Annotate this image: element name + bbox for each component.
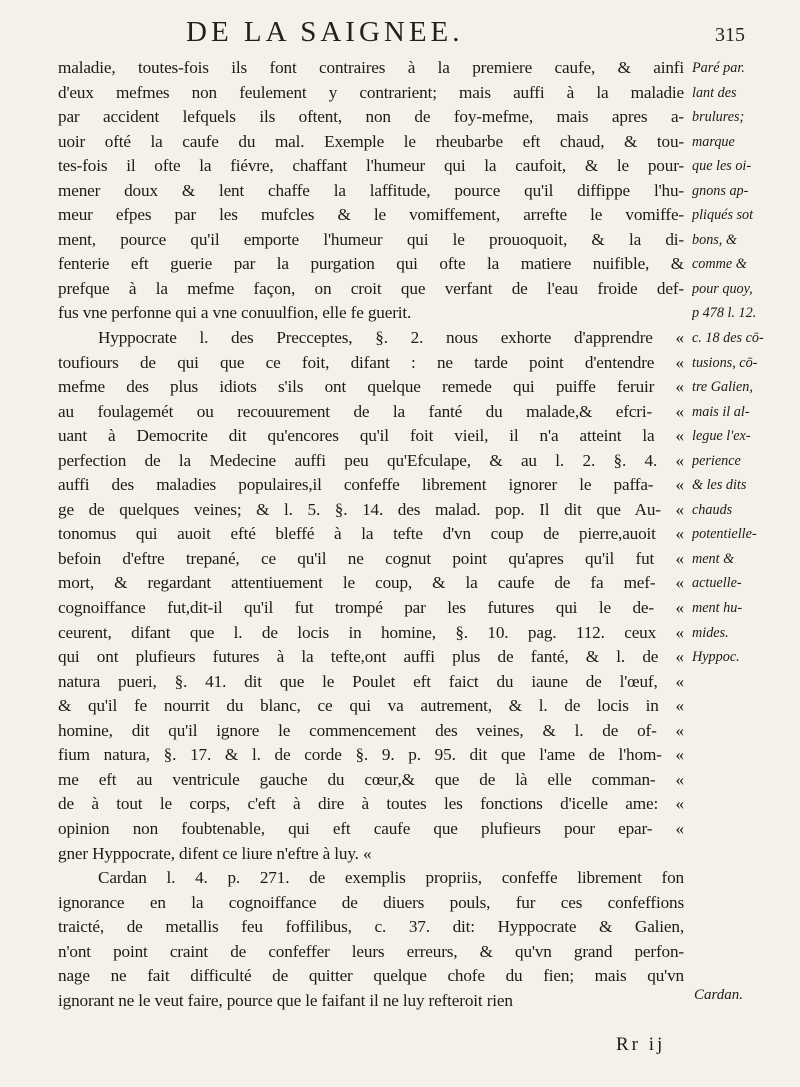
margin-note-line: Hyppoc. [692, 649, 740, 666]
text-line: Hyppocrate l. des Precceptes, §. 2. nous exhorte d'apprendre « [98, 328, 684, 348]
text-line: n'ont point craint de confeffer leurs erreurs, & qu'vn grand perfon- [58, 941, 684, 961]
text-line: qui ont plufieurs futures à la tefte,ont auffi plus de fanté, & l. de « [58, 647, 684, 667]
text-line: d'eux mefmes non feulement y contrarient; mais auffi à la maladie [58, 82, 684, 102]
margin-note-line: mides. [692, 624, 729, 641]
margin-note-line: legue l'ex- [692, 428, 751, 445]
text-line: tes-fois il ofte la fiévre, chaffant l'humeur qui la caufoit, & le pour- [58, 156, 684, 176]
text-line: prefque à la mefme façon, on croit que verfant de l'eau froide def- [58, 278, 684, 298]
text-line: tonomus qui auoit efté bleffé à la tefte d'vn coup de pierre,auoit « [58, 524, 684, 544]
margin-note-line: bons, & [692, 231, 737, 248]
text-line: mefme des plus idiots s'ils ont quelque remede qui puiffe feruir « [58, 377, 684, 397]
margin-note-line: comme & [692, 256, 747, 273]
text-line: uant à Democrite dit qu'encores qu'il foit vieil, il n'a atteint la « [58, 426, 684, 446]
text-line: ignorance en la cognoiffance de diuers pouls, fur ces confeffions [58, 892, 684, 912]
text-line: maladie, toutes-fois ils font contraires à la premiere caufe, & ainfi [58, 58, 684, 77]
margin-note-line: que les oi- [692, 158, 752, 175]
page-header [0, 16, 800, 56]
text-line: natura pueri, §. 41. dit que le Poulet eft faict du iaune de l'œuf, « [58, 671, 684, 691]
running-title: DE LA SAIGNEE. [186, 16, 464, 48]
text-line: par accident lefquels ils oftent, non de foy-mefme, mais apres a- [58, 107, 684, 127]
text-line: ge de quelques veines; & l. 5. §. 14. des malad. pop. Il dit que Au- « [58, 499, 684, 519]
text-line: meur efpes par les mufcles & le vomiffement, arrefte le vomiffe- [58, 205, 684, 225]
margin-note-line: lant des [692, 84, 737, 101]
margin-note-line: pliqués sot [692, 207, 754, 224]
margin-note-line: tre Galien, [692, 379, 753, 396]
text-line: de à tout le corps, c'eft à dire à toutes les fonctions d'icelle ame: « [58, 794, 684, 814]
margin-note-line: & les dits [692, 477, 747, 494]
margin-note-line: gnons ap- [692, 182, 749, 199]
margin-note-line: ment & [692, 550, 735, 567]
text-line: fenterie eft guerie par la purgation qui ofte la matiere nuifible, & [58, 254, 684, 274]
text-line: mener doux & lent chaffe la laffitude, pource qu'il diffippe l'hu- [58, 180, 684, 200]
margin-note-cardan: Cardan. [694, 987, 744, 1003]
signature-mark: Rr ij [616, 1034, 666, 1055]
main-text-column [58, 56, 684, 1013]
text-line: perfection de la Medecine auffi peu qu'Efculape, & au l. 2. §. 4. « [58, 450, 684, 470]
margin-note-line: p 478 l. 12. [692, 305, 757, 322]
margin-note-line: c. 18 des cō- [692, 330, 764, 347]
margin-note-line: Paré par. [692, 60, 745, 76]
margin-note-line: tusions, cō- [692, 354, 758, 371]
text-line: befoin d'eftre trepané, ce qu'il ne cognut point qu'apres qu'il fut « [58, 548, 684, 568]
text-line: homine, dit qu'il ignore le commencement des veines, & l. de of- « [58, 720, 684, 740]
margin-note-line: marque [692, 133, 735, 150]
text-line: fium natura, §. 17. & l. de corde §. 9. p. 95. dit que l'ame de l'hom- « [58, 745, 684, 765]
text-line: traicté, de metallis feu foffilibus, c. 37. dit: Hyppocrate & Galien, [58, 917, 684, 937]
text-line: gner Hyppocrate, difent ce liure n'eftre à luy. « [58, 843, 372, 863]
text-line: me eft au ventricule gauche du cœur,& que de là elle comman- « [58, 769, 684, 789]
margin-note-line: brulures; [692, 109, 745, 126]
margin-note-line: potentielle- [692, 526, 757, 543]
margin-note-line: mais il al- [692, 403, 750, 420]
margin-note-line: actuelle- [692, 575, 742, 592]
margin-note-line: pour quoy, [692, 280, 753, 297]
text-line: au foulagemét ou recouurement de la fanté du malade,& efcri- « [58, 401, 684, 421]
text-line: auffi des maladies populaires,il confeffe librement ignorer le paffa- « [58, 475, 684, 495]
text-line: toufiours de qui que ce foit, difant : ne tarde point d'entendre « [58, 352, 684, 372]
page-number: 315 [715, 24, 745, 46]
margin-notes-column [692, 56, 796, 670]
text-line: mort, & regardant attentiuement le coup, & la caufe de fa mef- « [58, 573, 684, 593]
text-line: Cardan l. 4. p. 271. de exemplis propriis, confeffe librement fon [98, 868, 684, 888]
margin-note-line: perience [692, 452, 741, 469]
text-line: nage ne fait difficulté de quitter quelque chofe du fien; mais qu'vn [58, 966, 684, 986]
text-line: ment, pource qu'il emporte l'humeur qui le prouoquoit, & la di- [58, 229, 684, 249]
text-line: ignorant ne le veut faire, pource que le faifant il ne luy refteroit rien [58, 990, 513, 1010]
text-line: cognoiffance fut,dit-il qu'il fut trompé par les futures qui le de- « [58, 598, 684, 618]
text-line: & qu'il fe nourrit du blanc, ce qui va autrement, & l. de locis in « [58, 696, 684, 716]
text-line: fus vne perfonne qui a vne conuulfion, elle fe guerit. [58, 303, 412, 323]
text-line: opinion non foubtenable, qui eft caufe que plufieurs pour epar- « [58, 818, 684, 838]
text-line: ceurent, difant que l. de locis in homine, §. 10. pag. 112. ceux « [58, 622, 684, 642]
margin-note-line: ment hu- [692, 600, 743, 617]
margin-note-line: chauds [692, 501, 733, 518]
text-line: uoir ofté la caufe du mal. Exemple le rheubarbe eft chaud, & tou- [58, 131, 684, 151]
